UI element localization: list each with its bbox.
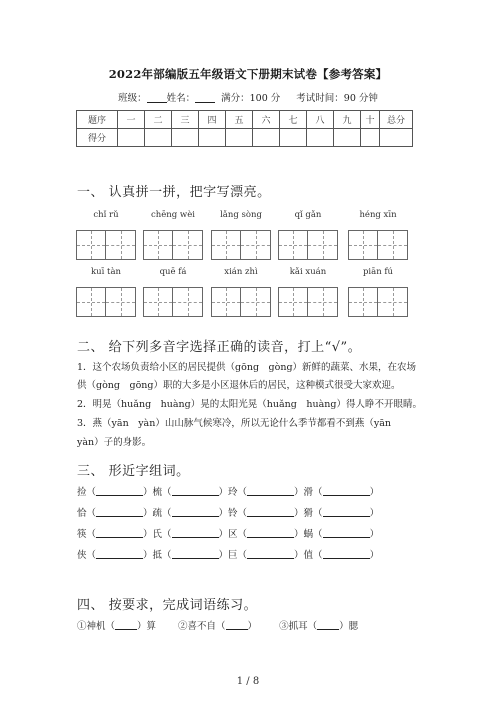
page-title: 2022年部编版五年级语文下册期末试卷【参考答案】 (108, 67, 388, 81)
row-text: ）玲（ (218, 487, 248, 498)
section3-heading: 三、 形近字组词。 (77, 464, 190, 479)
exam-info-line (0, 90, 496, 104)
tian-grid-cell[interactable] (173, 231, 202, 259)
idiom-suffix: ）腮 (339, 621, 359, 632)
tian-grid-cell[interactable] (144, 231, 173, 259)
name-blank[interactable] (195, 92, 215, 103)
row-text: ）抵（ (143, 550, 172, 561)
score-input-cell[interactable] (280, 129, 307, 147)
full-score: 满分：100 分 (221, 93, 281, 104)
pinyin-label: kǎi xuán (289, 267, 327, 277)
tian-grid-cell[interactable] (173, 288, 202, 316)
pinyin-label: lǎng sòng (220, 210, 262, 220)
row-text: ）区（ (218, 529, 248, 540)
answer-blank[interactable] (247, 548, 294, 559)
writing-box[interactable] (348, 287, 408, 317)
row-text: ） (369, 508, 380, 519)
answer-blank[interactable] (172, 506, 219, 517)
tian-grid-cell[interactable] (77, 231, 106, 259)
row-text: ）铃（ (218, 508, 248, 519)
polyphone-line: 3．燕（yān yàn）山山脉气候寒冷，所以无论什么季节都看不到燕（yān (77, 418, 391, 429)
score-header-cell: 八 (307, 111, 334, 129)
answer-blank[interactable] (172, 548, 219, 559)
idiom-item (279, 618, 358, 632)
similar-char-row (77, 526, 379, 540)
idiom-item (178, 618, 257, 632)
pinyin-label: xián zhì (224, 267, 258, 277)
idiom-prefix: ①神机（ (77, 621, 116, 632)
idiom-blank[interactable] (115, 619, 137, 630)
page-number: 1 / 8 (236, 676, 260, 687)
row-text: ）蜗（ (294, 529, 323, 540)
score-input-cell[interactable] (226, 129, 253, 147)
similar-char-row (77, 547, 379, 561)
row-text: ）值（ (294, 550, 323, 561)
score-input-cell[interactable] (334, 129, 361, 147)
score-header-cell: 十 (361, 111, 380, 129)
score-input-cell[interactable] (172, 129, 199, 147)
score-input-cell[interactable] (253, 129, 280, 147)
score-input-cell[interactable] (118, 129, 145, 147)
answer-blank[interactable] (96, 527, 143, 538)
score-header-cell: 四 (199, 111, 226, 129)
pinyin-label: kuī tàn (90, 267, 121, 277)
answer-blank[interactable] (172, 485, 219, 496)
tian-grid-cell[interactable] (212, 288, 241, 316)
answer-blank[interactable] (247, 527, 294, 538)
pinyin-label: piān fú (362, 267, 394, 277)
score-header-cell: 二 (145, 111, 172, 129)
row-text: 筷（ (77, 529, 97, 540)
tian-grid-cell[interactable] (212, 231, 241, 259)
writing-box[interactable] (76, 230, 136, 260)
score-header-cell: 三 (172, 111, 199, 129)
answer-blank[interactable] (247, 485, 294, 496)
answer-blank[interactable] (172, 527, 219, 538)
tian-grid-cell[interactable] (241, 231, 270, 259)
score-header-cell: 题序 (77, 111, 118, 129)
section1-heading: 一、 认真拼一拼，把字写漂亮。 (77, 185, 271, 200)
row-text: ）巨（ (218, 550, 248, 561)
score-header-cell: 五 (226, 111, 253, 129)
pinyin-label: chēng wèi (151, 210, 195, 220)
tian-grid-cell[interactable] (241, 288, 270, 316)
class-label: 班级： (118, 93, 147, 104)
exam-time: 考试时间：90 分钟 (296, 93, 378, 104)
writing-box[interactable] (211, 287, 271, 317)
idiom-suffix: ）算 (137, 621, 157, 632)
tian-grid-cell[interactable] (144, 288, 173, 316)
row-text: ） (369, 487, 380, 498)
polyphone-line: 1．这个农场负责给小区的居民提供（gōng gòng）新鲜的蔬菜、水果，在农场 (77, 362, 417, 373)
row-text: 恰（ (77, 508, 97, 519)
tian-grid-cell[interactable] (308, 231, 337, 259)
row-text: ）滑（ (294, 487, 323, 498)
pinyin-label: qǐ gǎn (294, 210, 322, 220)
writing-box[interactable] (143, 287, 203, 317)
score-header-cell: 六 (253, 111, 280, 129)
row-text: 捡（ (77, 487, 97, 498)
tian-grid-cell[interactable] (349, 288, 378, 316)
tian-grid-cell[interactable] (106, 231, 135, 259)
tian-grid-cell[interactable] (279, 231, 308, 259)
polyphone-line: yàn）子的身影。 (77, 437, 152, 448)
tian-grid-cell[interactable] (279, 288, 308, 316)
answer-blank[interactable] (323, 527, 370, 538)
score-input-cell[interactable] (380, 129, 413, 147)
pinyin-label: quē fá (159, 267, 187, 277)
score-header-cell: 九 (334, 111, 361, 129)
tian-grid-cell[interactable] (349, 231, 378, 259)
name-label: 姓名： (166, 93, 196, 104)
answer-blank[interactable] (323, 548, 370, 559)
score-input-cell[interactable] (361, 129, 380, 147)
idiom-completion-row (77, 618, 380, 632)
tian-grid-cell[interactable] (106, 288, 135, 316)
idiom-prefix: ③抓耳（ (279, 621, 318, 632)
tian-grid-cell[interactable] (77, 288, 106, 316)
similar-char-row (77, 484, 379, 498)
writing-box[interactable] (348, 230, 408, 260)
row-text: ）梳（ (143, 487, 172, 498)
answer-blank[interactable] (96, 506, 143, 517)
section2-heading: 二、 给下列多音字选择正确的读音，打上“√”。 (77, 340, 362, 355)
score-table-score-row (77, 129, 413, 147)
class-blank[interactable] (147, 92, 167, 103)
idiom-prefix: ②喜不自（ (178, 621, 226, 632)
score-header-cell: 一 (118, 111, 145, 129)
tian-grid-cell[interactable] (378, 288, 407, 316)
row-text: ）猾（ (294, 508, 323, 519)
idiom-suffix: ） (247, 621, 258, 632)
row-text: ）氏（ (143, 529, 172, 540)
row-text: ） (369, 550, 380, 561)
polyphone-line: 2．明晃（huǎng huàng）晃的太阳光晃（huǎng huàng）得人睁不开眼睛。 (77, 399, 422, 410)
score-table-header-row (77, 111, 413, 129)
row-text: ） (369, 529, 380, 540)
tian-grid-cell[interactable] (378, 231, 407, 259)
writing-box[interactable] (76, 287, 136, 317)
score-input-cell[interactable] (199, 129, 226, 147)
answer-blank[interactable] (247, 506, 294, 517)
idiom-blank[interactable] (226, 619, 248, 630)
row-text: 侠（ (77, 550, 97, 561)
score-table (76, 110, 413, 147)
score-input-cell[interactable] (307, 129, 334, 147)
score-header-cell: 七 (280, 111, 307, 129)
pinyin-label: chǐ rǔ (93, 210, 119, 220)
writing-box[interactable] (143, 230, 203, 260)
similar-char-row (77, 505, 379, 519)
polyphone-line: 供（gòng gōng）职的大多是小区退休后的居民，这种模式很受大家欢迎。 (77, 380, 401, 391)
tian-grid-cell[interactable] (308, 288, 337, 316)
score-header-cell: 总分 (380, 111, 413, 129)
section4-heading: 四、 按要求，完成词语练习。 (77, 598, 258, 613)
idiom-item (77, 618, 156, 632)
answer-blank[interactable] (323, 506, 370, 517)
writing-box[interactable] (211, 230, 271, 260)
answer-blank[interactable] (96, 548, 143, 559)
writing-box[interactable] (278, 230, 338, 260)
writing-box[interactable] (278, 287, 338, 317)
idiom-blank[interactable] (317, 619, 339, 630)
score-input-cell[interactable] (145, 129, 172, 147)
answer-blank[interactable] (96, 485, 143, 496)
score-row-label: 得分 (77, 129, 118, 147)
row-text: ）疏（ (143, 508, 172, 519)
pinyin-label: héng xīn (359, 210, 397, 220)
answer-blank[interactable] (323, 485, 370, 496)
